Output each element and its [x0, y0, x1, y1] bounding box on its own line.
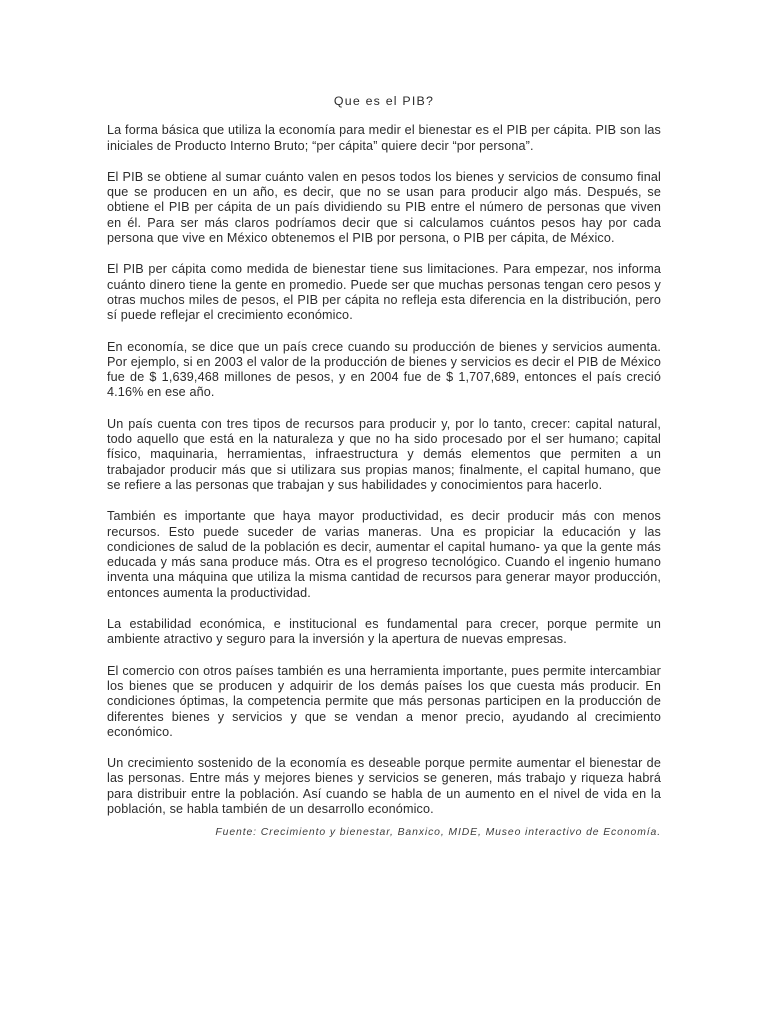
paragraph-economic-growth: En economía, se dice que un país crece cuando su producción de bienes y servicios aumenta. Por ejemplo, si en 2003 el valor de la producción de bienes y servicios es decir el PIB de México fue de $ 1,639,468 millones de pesos, y en 2004 fue de $ 1,707,689, entonces el país creció 4.16% en ese año. [107, 339, 661, 400]
paragraph-pib-limitations: El PIB per cápita como medida de bienestar tiene sus limitaciones. Para empezar, nos informa cuánto dinero tiene la gente en promedio. Puede ser que muchas personas tengan cero pesos y otras muchos miles de pesos, el PIB per cápita no refleja esta diferencia en la distribución, pero sí puede reflejar el crecimiento económico. [107, 262, 661, 323]
paragraph-stability: La estabilidad económica, e institucional es fundamental para crecer, porque permite un ambiente atractivo y seguro para la inversión y la apertura de nuevas empresas. [107, 617, 661, 647]
paragraph-pib-calculation: El PIB se obtiene al sumar cuánto valen en pesos todos los bienes y servicios de consumo final que se producen en un año, es decir, que no se usan para producir algo más. Después, se obtiene el PIB per cápita de un país dividiendo su PIB entre el número de personas que viven en él. Para ser más claros podríamos decir que si calculamos cuántos pesos hay por cada persona que vive en México obtenemos el PIB por persona, o PIB per cápita, de México. [107, 169, 661, 246]
paragraph-resources: Un país cuenta con tres tipos de recursos para producir y, por lo tanto, crecer: capital natural, todo aquello que está en la naturaleza y que no ha sido procesado por el ser humano; capital físico, maquinaria, herramientas, infraestructura y demás elementos que permiten a un trabajador producir más que si utilizara sus propias manos; finalmente, el capital humano, que se refiere a las personas que trabajan y sus habilidades y conocimientos para hacerlo. [107, 416, 661, 492]
source-citation: Fuente: Crecimiento y bienestar, Banxico, MIDE, Museo interactivo de Economía. [215, 827, 661, 839]
document-title: Que es el PIB? [333, 94, 435, 108]
paragraph-productivity: También es importante que haya mayor productividad, es decir producir más con menos recursos. Esto puede suceder de varias maneras. Una es propiciar la educación y las condiciones de salud de la población es decir, aumentar el capital humano- ya que la gente más educada y más sana produce más. Otra es el progreso tecnológico. Cuando el ingenio humano inventa una máquina que utiliza la misma cantidad de recursos para generar mayor producción, entonces aumenta la productividad. [107, 509, 661, 600]
paragraph-sustained-growth: Un crecimiento sostenido de la economía es deseable porque permite aumentar el bienestar de las personas. Entre más y mejores bienes y servicios se generen, más trabajo y riqueza habrá para distribuir entre la población. Así cuando se habla de un aumento en el nivel de vida en la población, se habla también de un desarrollo económico. [107, 756, 661, 816]
paragraph-trade: El comercio con otros países también es una herramienta importante, pues permite intercambiar los bienes que se producen y adquirir de los demás países los que cuesta más producir. En condiciones óptimas, la competencia permite que más personas participen en la producción de diferentes bienes y servicios y que se vendan a menor precio, ayudando al crecimiento económico. [107, 663, 661, 739]
paragraph-pib-definition: La forma básica que utiliza la economía para medir el bienestar es el PIB per cápita. PIB son las iniciales de Producto Interno Bruto; “per cápita” quiere decir “por persona”. [107, 123, 661, 153]
document-page [107, 94, 661, 841]
